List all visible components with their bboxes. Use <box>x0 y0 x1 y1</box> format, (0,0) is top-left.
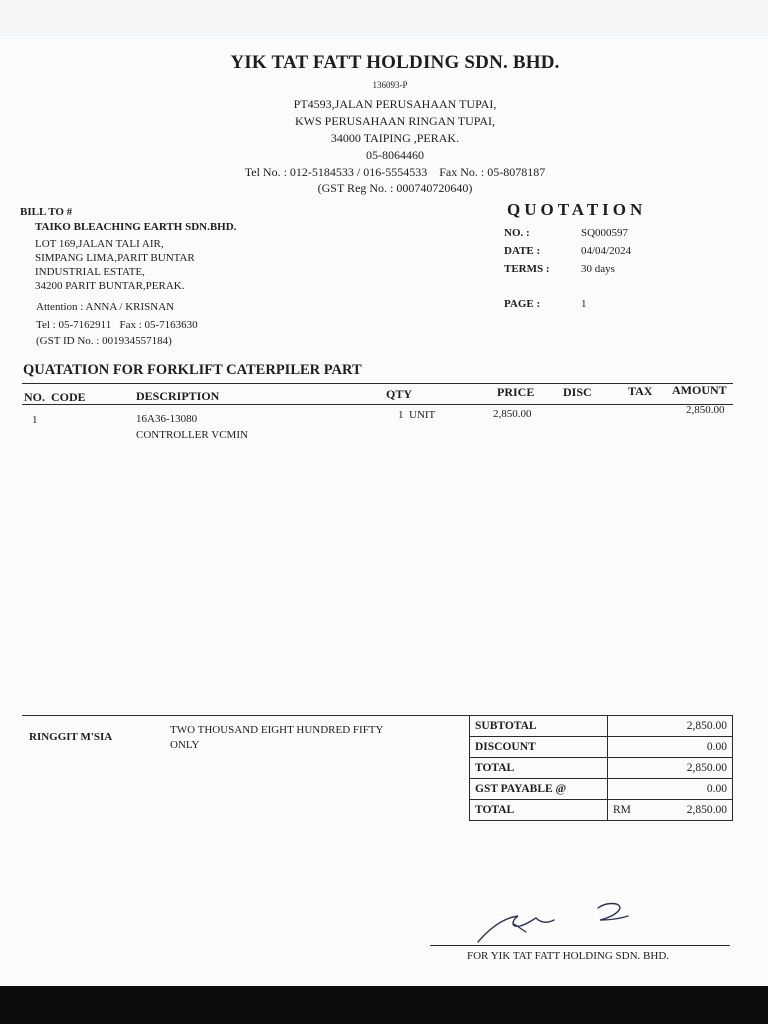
bill-to-address-line: 34200 PARIT BUNTAR,PERAK. <box>35 280 185 292</box>
total-label: TOTAL <box>470 758 608 779</box>
col-header-qty: QTY <box>386 387 413 401</box>
signature-mark <box>470 898 650 950</box>
grand-total-value: 2,850.00 <box>686 804 727 816</box>
company-address-line: 34000 TAIPING ,PERAK. <box>330 131 460 145</box>
col-header-description: DESCRIPTION <box>136 389 220 403</box>
signature-line <box>430 945 730 946</box>
scan-background <box>0 986 768 1024</box>
quotation-date-label: DATE : <box>504 245 541 257</box>
bill-to-label: BILL TO # <box>20 206 73 218</box>
section-title: QUATATION FOR FORKLIFT CATERPILER PART <box>23 362 362 378</box>
row-price: 2,850.00 <box>493 408 532 420</box>
quotation-page-label: PAGE : <box>504 298 541 310</box>
bill-to-address-line: LOT 169,JALAN TALI AIR, <box>35 238 164 250</box>
col-header-no-code: NO. CODE <box>24 390 86 404</box>
company-name: YIK TAT FATT HOLDING SDN. BHD. <box>230 52 560 73</box>
quotation-no: SQ000597 <box>581 227 629 239</box>
bill-to-name: TAIKO BLEACHING EARTH SDN.BHD. <box>35 221 237 233</box>
quotation-date: 04/04/2024 <box>581 245 632 257</box>
totals-row-grand-total <box>470 800 733 821</box>
row-qty: 1 UNIT <box>398 409 436 421</box>
bill-to-attention: Attention : ANNA / KRISNAN <box>36 301 175 313</box>
amount-words-label: RINGGIT M'SIA <box>29 731 113 743</box>
company-reg-no: 136093-P <box>372 80 408 90</box>
currency-label: RM <box>613 804 631 816</box>
bill-to-tel-fax: Tel : 05-7162911 Fax : 05-7163630 <box>36 319 198 331</box>
quotation-page: 1 <box>581 298 587 310</box>
bill-to-address-line: INDUSTRIAL ESTATE, <box>35 266 145 278</box>
company-address-line: KWS PERUSAHAAN RINGAN TUPAI, <box>294 114 496 128</box>
table-header-rule <box>22 404 733 405</box>
footer-rule <box>22 715 469 716</box>
subtotal-label: SUBTOTAL <box>470 716 608 737</box>
company-address-line: PT4593,JALAN PERUSAHAAN TUPAI, <box>293 97 497 111</box>
quotation-no-label: NO. : <box>504 227 530 239</box>
totals-row-gst <box>470 779 733 800</box>
bill-to-gst-id: (GST ID No. : 001934557184) <box>36 335 172 347</box>
totals-row-discount <box>470 737 733 758</box>
row-code: 16A36-13080 <box>136 413 198 425</box>
table-top-rule <box>22 383 733 384</box>
grand-total-label: TOTAL <box>470 800 608 821</box>
company-phone: 05-8064460 <box>366 148 424 162</box>
total-value: 2,850.00 <box>608 758 733 779</box>
row-no: 1 <box>32 414 38 426</box>
totals-table <box>469 715 733 821</box>
totals-row-total <box>470 758 733 779</box>
bill-to-address-line: SIMPANG LIMA,PARIT BUNTAR <box>35 252 195 264</box>
col-header-tax: TAX <box>628 384 653 398</box>
row-description: CONTROLLER VCMIN <box>136 429 248 441</box>
signature-caption: FOR YIK TAT FATT HOLDING SDN. BHD. <box>467 950 670 962</box>
col-header-price: PRICE <box>497 385 535 399</box>
col-header-amount: AMOUNT <box>672 383 727 397</box>
row-amount: 2,850.00 <box>686 404 725 416</box>
quotation-terms: 30 days <box>581 263 615 275</box>
subtotal-value: 2,850.00 <box>608 716 733 737</box>
company-contact: Tel No. : 012-5184533 / 016-5554533 Fax No. : 05-8078187 <box>244 165 546 179</box>
discount-value: 0.00 <box>608 737 733 758</box>
quotation-terms-label: TERMS : <box>504 263 550 275</box>
amount-words-line: ONLY <box>170 739 200 751</box>
gst-label: GST PAYABLE @ <box>470 779 608 800</box>
col-header-disc: DISC <box>563 385 592 399</box>
company-gst: (GST Reg No. : 000740720640) <box>317 181 473 195</box>
discount-label: DISCOUNT <box>470 737 608 758</box>
quotation-title: QUOTATION <box>507 200 647 219</box>
gst-value: 0.00 <box>608 779 733 800</box>
totals-row-subtotal <box>470 716 733 737</box>
amount-words-line: TWO THOUSAND EIGHT HUNDRED FIFTY <box>170 724 384 736</box>
